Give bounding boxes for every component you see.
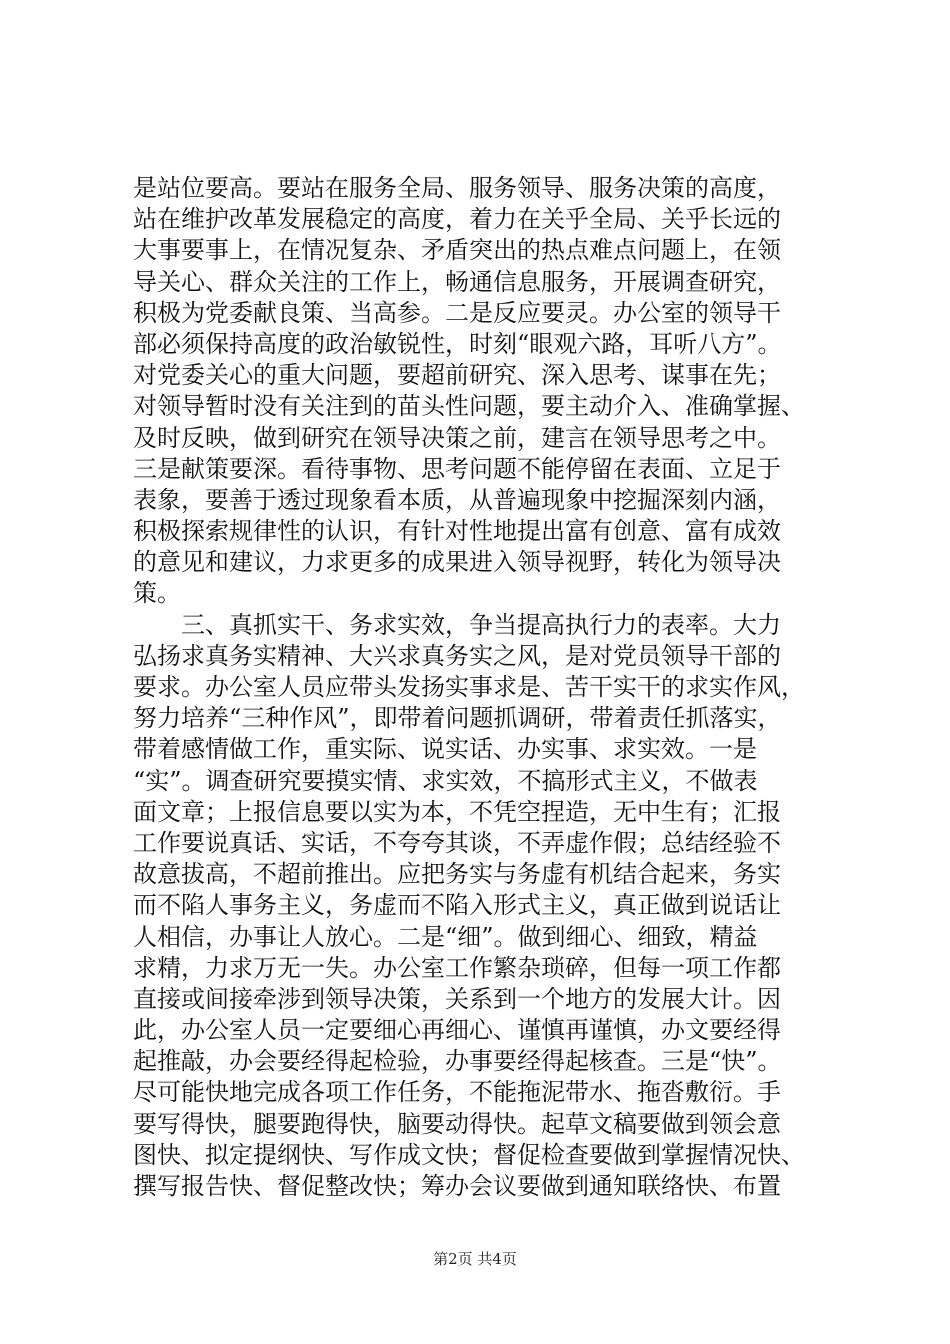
text-line: 尽可能快地完成各项工作任务，不能拖泥带水、拖沓敷衍。手: [133, 1078, 781, 1107]
text-line: 努力培养“三种作风”，即带着问题抓调研，带着责任抓落实，: [133, 704, 782, 733]
text-line: 直接或间接牵涉到领导决策，关系到一个地方的发展大计。因: [133, 984, 781, 1013]
text-line: 撰写报告快、督促整改快；筹办会议要做到通知联络快、布置: [133, 1172, 781, 1200]
text-line: 站在维护改革发展稳定的高度，着力在关乎全局、关乎长远的: [133, 205, 781, 234]
text-line: 部必须保持高度的政治敏锐性，时刻“眼观六路，耳听八方”。: [133, 329, 782, 358]
text-line: 带着感情做工作，重实际、说实话、办实事、求实效。一是: [133, 735, 757, 764]
text-line: 弘扬求真务实精神、大兴求真务实之风，是对党员领导干部的: [133, 641, 781, 670]
text-line: 策。: [133, 579, 181, 608]
text-line: 人相信，办事让人放心。二是“细”。做到细心、细致，精益: [133, 922, 758, 951]
text-line: 求精，力求万无一失。办公室工作繁杂琐碎，但每一项工作都: [133, 953, 781, 982]
text-line: 积极为党委献良策、当高参。二是反应要灵。办公室的领导干: [133, 298, 781, 327]
text-line: 而不陷人事务主义，务虚而不陷入形式主义，真正做到说话让: [133, 891, 781, 920]
text-line: 及时反映，做到研究在领导决策之前，建言在领导思考之中。: [133, 423, 781, 452]
text-line: 要写得快，腿要跑得快，脑要动得快。起草文稿要做到领会意: [133, 1109, 781, 1138]
text-line: 大事要事上，在情况复杂、矛盾突出的热点难点问题上，在领: [133, 236, 781, 265]
text-line: 起推敲，办会要经得起检验，办事要经得起核查。三是“快”。: [133, 1047, 782, 1076]
text-line: 对领导暂时没有关注到的苗头性问题，要主动介入、准确掌握、: [133, 392, 805, 421]
text-line: 图快、拟定提纲快、写作成文快；督促检查要做到掌握情况快、: [133, 1140, 805, 1169]
text-line: 此，办公室人员一定要细心再细心、谨慎再谨慎，办文要经得: [133, 1016, 781, 1045]
body-text: [133, 173, 833, 1202]
text-line: 导关心、群众关注的工作上，畅通信息服务，开展调查研究，: [133, 267, 781, 296]
text-line: 表象，要善于透过现象看本质，从普遍现象中挖掘深刻内涵，: [133, 485, 781, 514]
text-line: 面文章；上报信息要以实为本，不凭空捏造，无中生有；汇报: [133, 797, 781, 826]
text-line: 的意见和建议，力求更多的成果进入领导视野，转化为领导决: [133, 548, 781, 577]
text-line: 对党委关心的重大问题，要超前研究、深入思考、谋事在先；: [133, 361, 781, 390]
text-line: 故意拔高，不超前推出。应把务实与务虚有机结合起来，务实: [133, 860, 781, 889]
text-line: 三、真抓实干、务求实效，争当提高执行力的表率。大力: [133, 610, 781, 639]
text-line: 工作要说真话、实话，不夸夸其谈，不弄虚作假；总结经验不: [133, 828, 781, 857]
text-line: “实”。调查研究要摸实情、求实效，不搞形式主义，不做表: [133, 766, 758, 795]
page-footer: 第2页 共4页: [433, 1250, 517, 1268]
text-line: 三是献策要深。看待事物、思考问题不能停留在表面、立足于: [133, 454, 781, 483]
text-line: 是站位要高。要站在服务全局、服务领导、服务决策的高度，: [133, 174, 781, 202]
text-line: 要求。办公室人员应带头发扬实事求是、苦干实干的求实作风，: [133, 673, 805, 701]
text-line: 积极探索规律性的认识，有针对性地提出富有创意、富有成效: [133, 517, 781, 546]
